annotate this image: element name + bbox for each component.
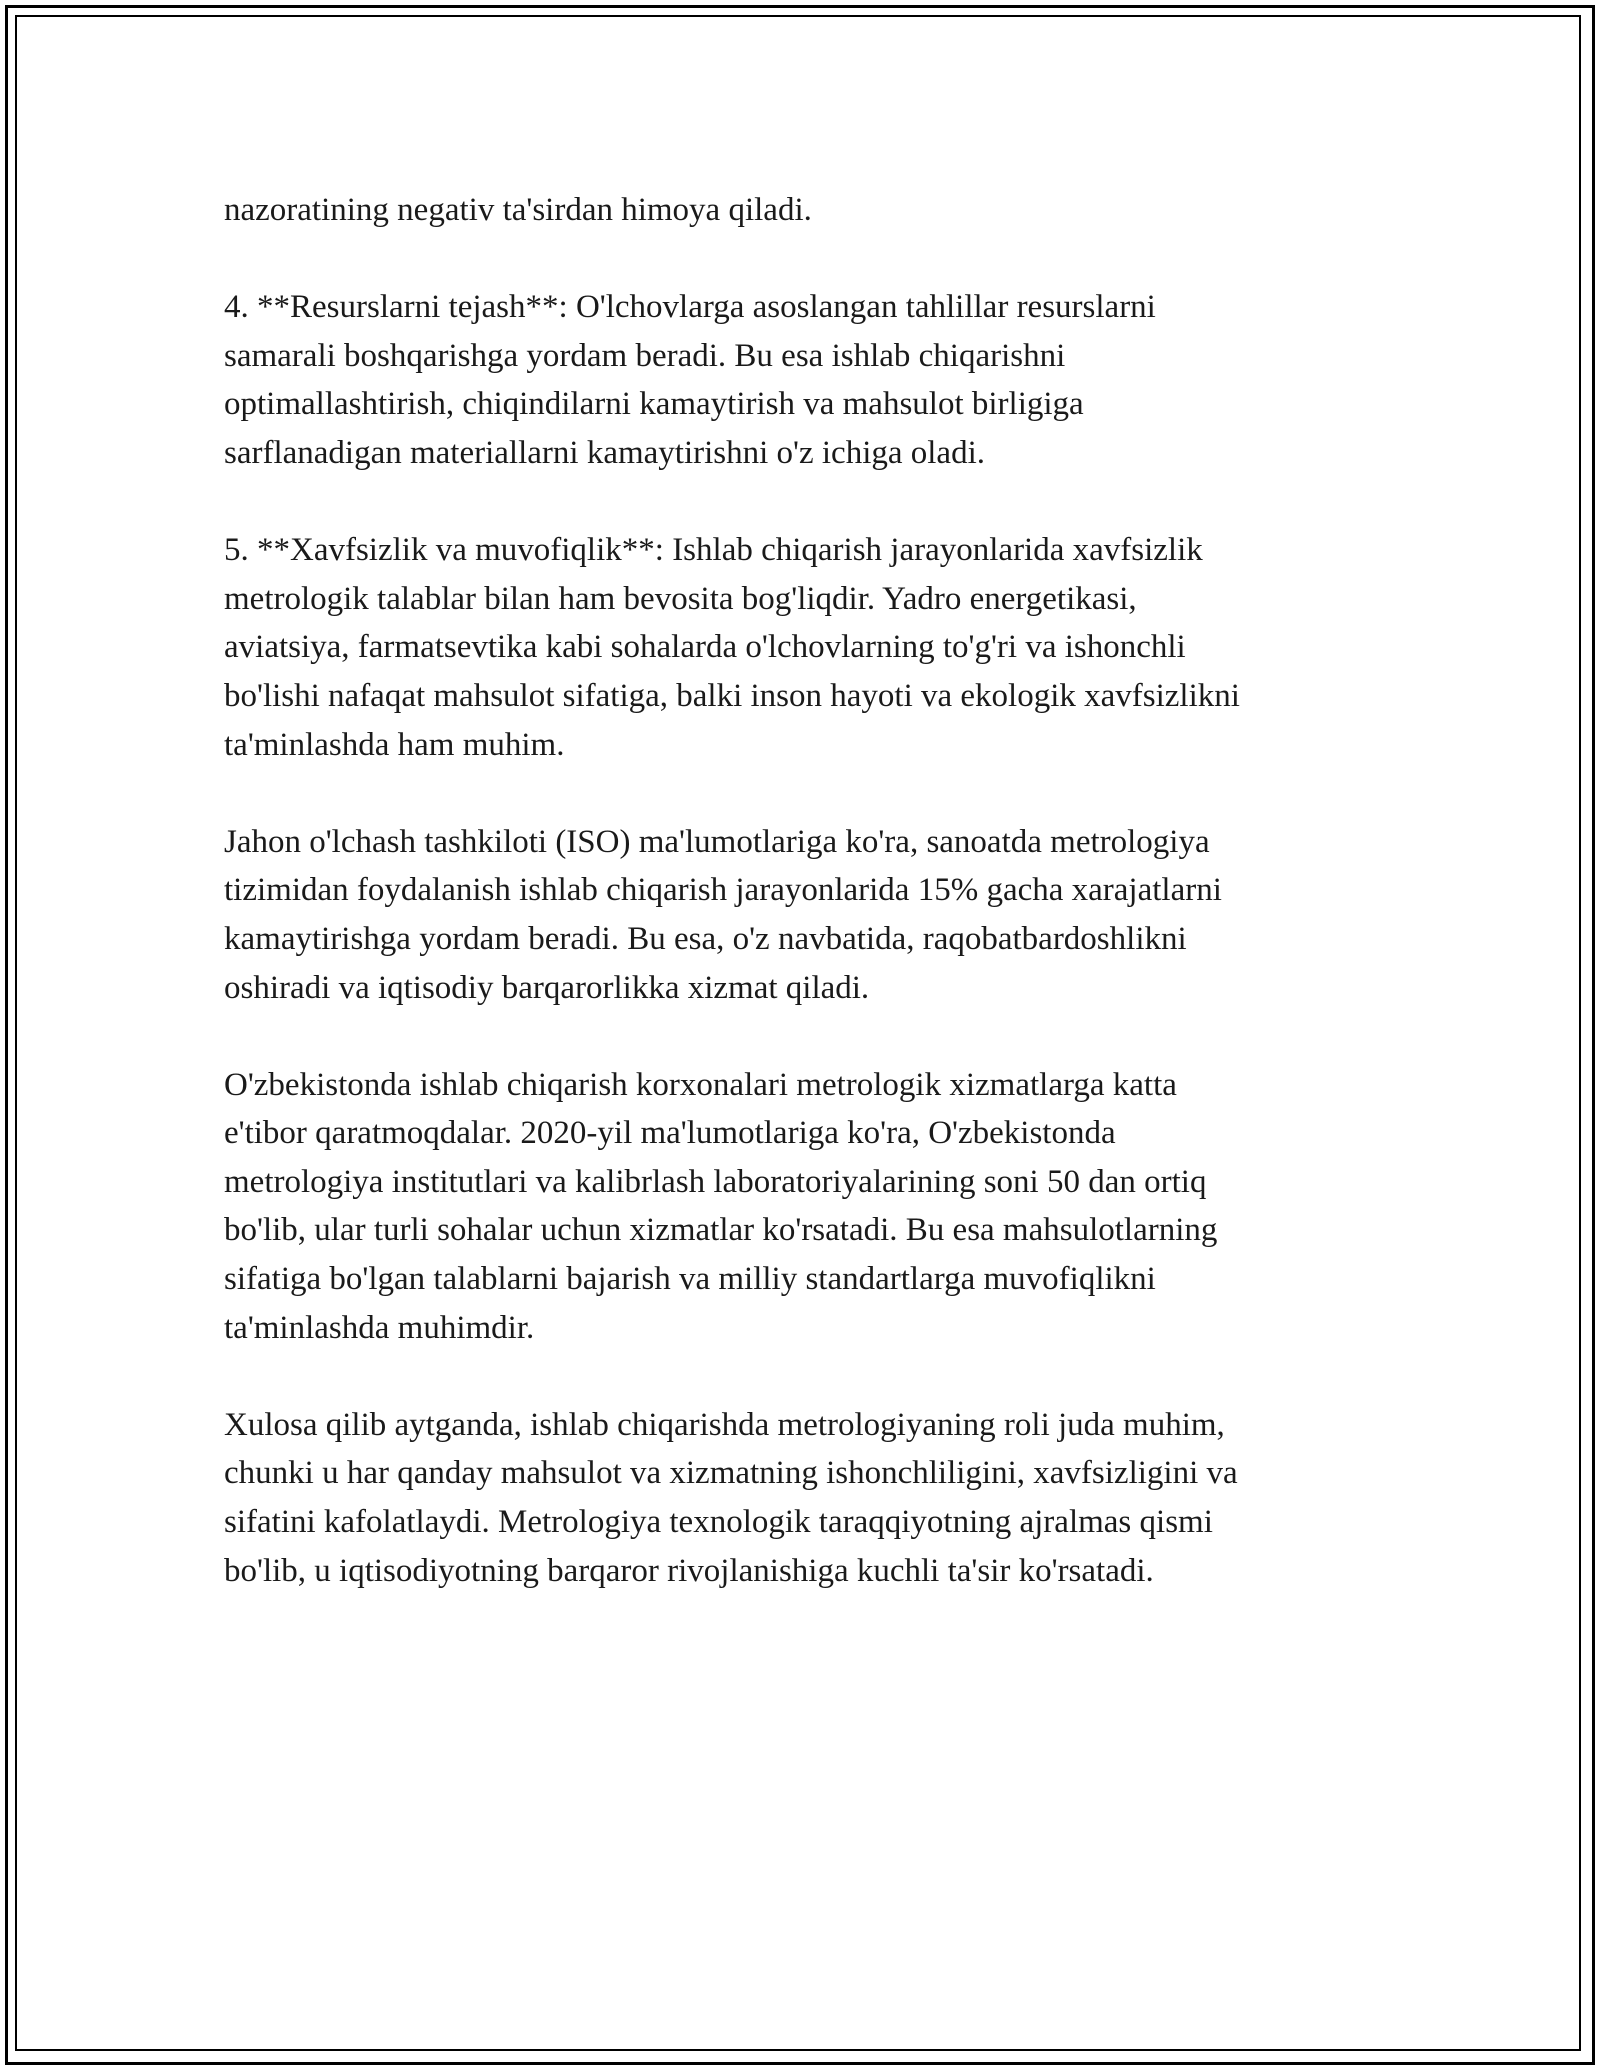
paragraph-continuation: nazoratining negativ ta'sirdan himoya qiladi. [224, 192, 812, 228]
paragraph-resource-saving: 4. **Resurslarni tejash**: O'lchovlarga asoslangan tahlillar resurslarni samarali boshqarishga yordam beradi. Bu esa ishlab chiqarishni optimallashtirish, chiqindilarni kamaytirish va mahsulot birligiga sarflanadigan materiallarni kamaytirishni o'z ichiga oladi. [224, 289, 1156, 471]
paragraph-uzbekistan: O'zbekistonda ishlab chiqarish korxonalari metrologik xizmatlarga katta e'tibor qaratmoqdalar. 2020-yil ma'lumotlariga ko'ra, O'zbekistonda metrologiya institutlari va kalibrlash laboratoriyalarining soni 50 dan ortiq bo'lib, ular turli sohalar uchun xizmatlar ko'rsatadi. Bu esa mahsulotlarning sifatiga bo'lgan talablarni bajarish va milliy standartlarga muvofiqlikni ta'minlashda muhimdir. [224, 1066, 1218, 1346]
paragraph-iso-data: Jahon o'lchash tashkiloti (ISO) ma'lumotlariga ko'ra, sanoatda metrologiya tizimidan foydalanish ishlab chiqarish jarayonlarida 15% gacha xarajatlarni kamaytirishga yordam beradi. Bu esa, o'z navbatida, raqobatbardoshlikni oshiradi va iqtisodiy barqarorlikka xizmat qiladi. [224, 823, 1222, 1006]
document-body [224, 186, 1384, 1644]
paragraph-conclusion: Xulosa qilib aytganda, ishlab chiqarishda metrologiyaning roli juda muhim, chunki u har qanday mahsulot va xizmatning ishonchliligini, xavfsizligini va sifatini kafolatlaydi. Metrologiya texnologik taraqqiyotning ajralmas qismi bo'lib, u iqtisodiyotning barqaror rivojlanishiga kuchli ta'sir ko'rsatadi. [224, 1406, 1238, 1589]
paragraph-safety-compliance: 5. **Xavfsizlik va muvofiqlik**: Ishlab chiqarish jarayonlarida xavfsizlik metrologik talablar bilan ham bevosita bog'liqdir. Yadro energetikasi, aviatsiya, farmatsevtika kabi sohalarda o'lchovlarning to'g'ri va ishonchli bo'lishi nafaqat mahsulot sifatiga, balki inson hayoti va ekologik xavfsizlikni ta'minlashda ham muhim. [224, 532, 1240, 763]
